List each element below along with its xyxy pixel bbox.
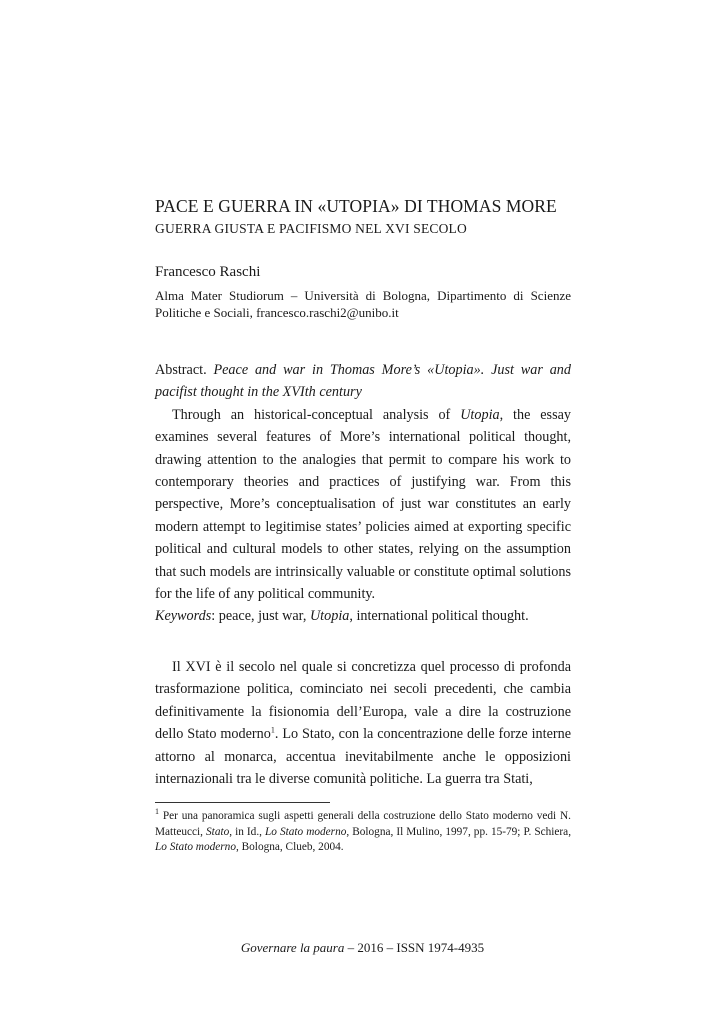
footnote: $^1$ Per una panoramica sugli aspetti generali della costruzione dello Stato moderno vedi N. Matteucci, Stato, in Id., Lo Stato moderno, Bologna, Il Mulino, 1997, pp. 15-79; P. Schiera, Lo Stato moderno, Bologna, Clueb, 2004. — [155, 807, 572, 853]
page-footer — [0, 940, 725, 956]
keywords: Keywords: peace, just war, Utopia, international political thought. — [155, 608, 529, 625]
footnote-divider — [155, 802, 330, 803]
abstract-heading — [155, 359, 571, 404]
abstract-text: Through an historical-conceptual analysis of Utopia, the essay examines several features of More’s international political thought, drawing attention to the analogies that permit to compare his work to contemporary theories and practices of justifying war. From this perspective, More’s conceptualisation of just war constitutes an early modern attempt to legitimise states’ policies aimed at exporting specific political and cultural models to other states, relying on the assumption that such models are intrinsically valuable or constitute optimal solutions for the life of any political community. — [155, 406, 571, 603]
journal-name: Governare la paura — [240, 940, 345, 955]
body-paragraph: Il XVI è il secolo nel quale si concretizza quel processo di profonda trasformazione politica, cominciato nei secoli precedenti, che cambia definitivamente la fisionomia dell’Europa, vale a dire la costruzione dello Stato moderno$^1$. Lo Stato, con la concentrazione delle forze interne attorno al monarca, accentua inevitabilmente anche le opposizioni internazionali tra le diverse comunità politiche. La guerra tra Stati, — [155, 659, 572, 788]
footer-issn: – 2016 – ISSN 1974-4935 — [344, 940, 485, 955]
abstract-label: Abstract. — [155, 362, 207, 378]
keywords-label: Keywords — [155, 608, 212, 625]
paper-subtitle: GUERRA GIUSTA E PACIFISMO NEL XVI SECOLO — [155, 221, 467, 236]
body-text — [155, 656, 571, 790]
author-affiliation: Alma Mater Studiorum – Università di Bologna, Dipartimento di Scienze Politiche e Sociali, francesco.raschi2@unibo.it — [155, 288, 571, 320]
paper-title: PACE E GUERRA IN «UTOPIA» DI THOMAS MORE — [155, 196, 557, 216]
author-name: Francesco Raschi — [155, 264, 261, 280]
footnote-reference[interactable]: 1 — [270, 725, 275, 735]
footnote-number: 1 — [155, 807, 159, 817]
abstract-section — [155, 359, 571, 628]
abstract-english-title: Peace and war in Thomas More’s «Utopia». Just war and pacifist thought in the XVIth century — [155, 362, 571, 401]
